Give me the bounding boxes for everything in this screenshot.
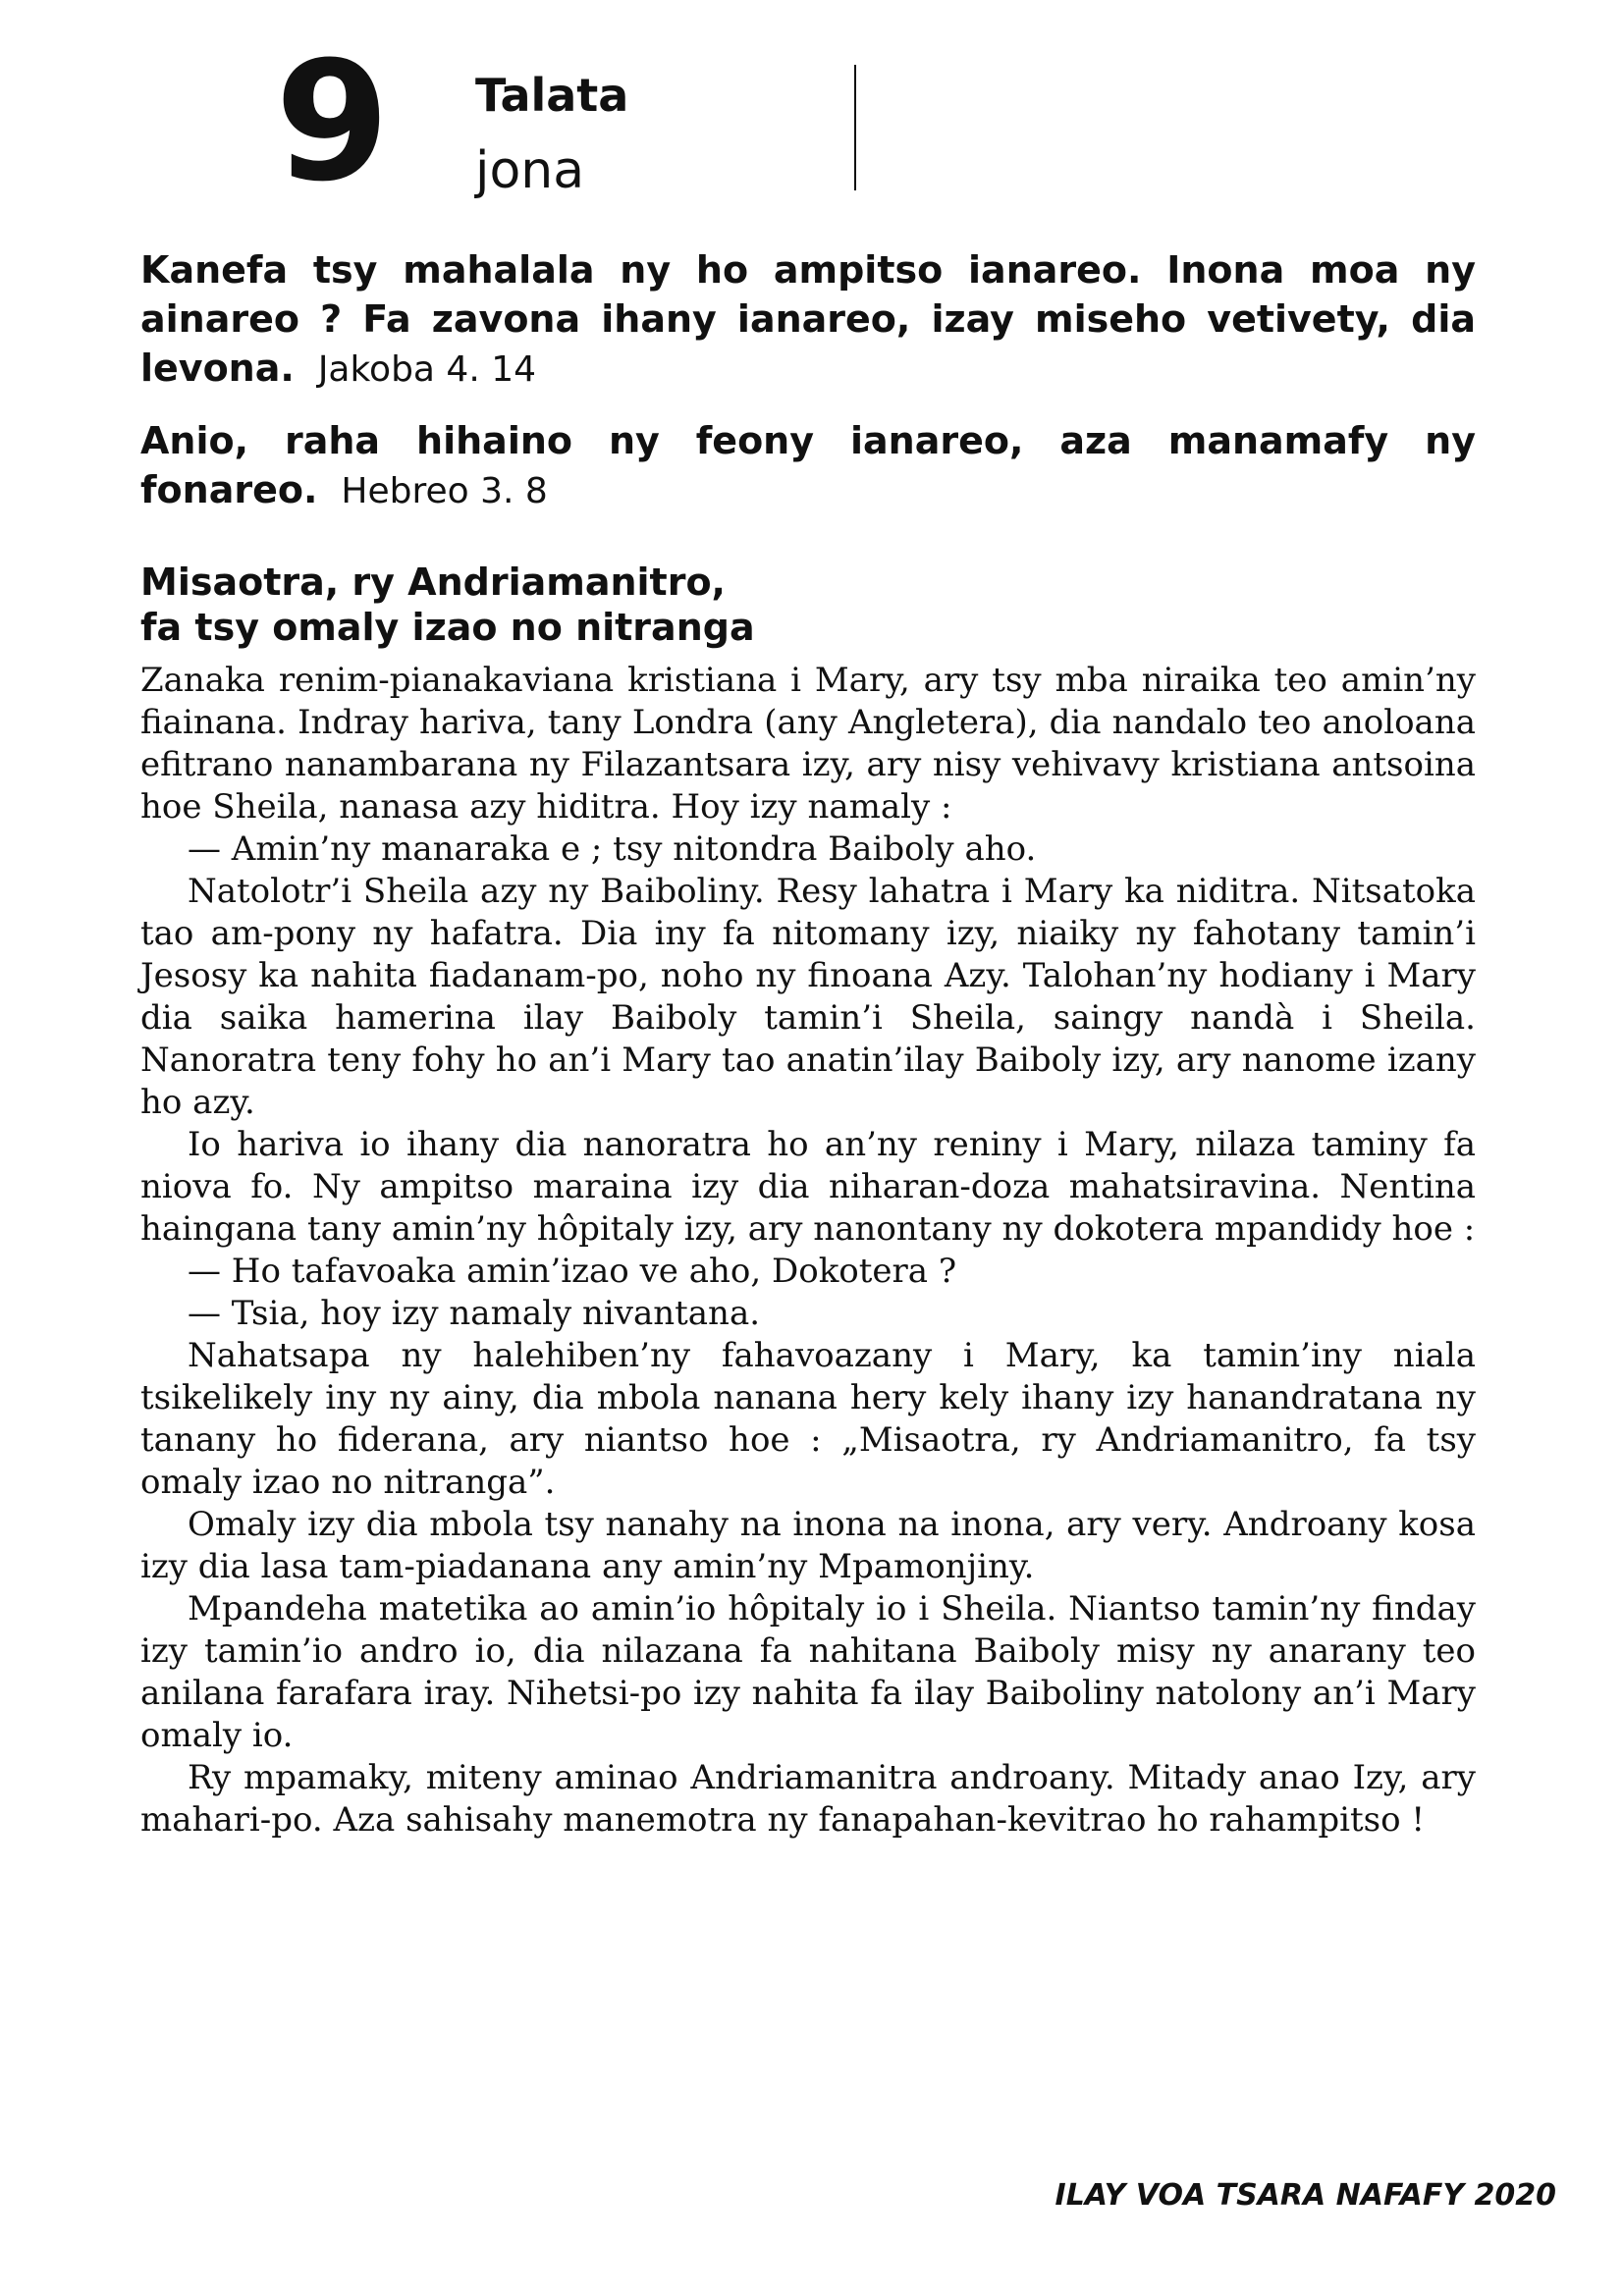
- publication-footer: ILAY VOA TSARA NAFAFY 2020: [1055, 2178, 1556, 2213]
- day-number: 9: [275, 26, 386, 218]
- article-paragraph: Ry mpamaky, miteny aminao Andriamanitra androany. Mitady anao Izy, ary mahari-po. Aza sahisahy manemotra ny fanapahan-kevitrao ho rahampitso !: [140, 1758, 1476, 1840]
- month-label: jona: [475, 141, 585, 200]
- page-content: [140, 245, 1476, 1842]
- article-title-line: fa tsy omaly izao no nitranga: [140, 606, 755, 649]
- verse-reference: Hebreo 3. 8: [341, 471, 548, 511]
- article-paragraph: Mpandeha matetika ao amin’io hôpitaly io i Sheila. Niantso tamin’ny finday izy tamin’io andro io, dia nilazana fa nahitana Baiboly misy ny anarany teo anilana farafara iray. Nihetsi-po izy nahita fa ilay Baiboliny natolony an’i Mary omaly io.: [140, 1589, 1476, 1755]
- article-paragraph: Nahatsapa ny halehiben’ny fahavoazany i Mary, ka tamin’iny niala tsikelikely iny ny ainy, dia mbola nanana hery kely ihany izy hanandratana ny tanany ho fiderana, ary niantso hoe : „Misaotra, ry Andriamanitro, fa tsy omaly izao no nitranga”.: [140, 1336, 1476, 1502]
- article-paragraph: Natolotr’i Sheila azy ny Baiboliny. Resy lahatra i Mary ka niditra. Nitsatoka tao am-pony ny hafatra. Dia iny fa nitomany izy, niaiky ny fahotany tamin’i Jesosy ka nahita fiadanam-po, noho ny finoana Azy. Talohan’ny hodiany i Mary dia saika hamerina ilay Baiboly tamin’i Sheila, saingy nandà i Sheila. Nanoratra teny fohy ho an’i Mary tao anatin’ilay Baiboly izy, ary nanome izany ho azy.: [140, 872, 1476, 1122]
- article-paragraph: Io hariva io ihany dia nanoratra ho an’ny reniny i Mary, nilaza taminy fa niova fo. Ny ampitso maraina izy dia niharan-doza mahatsiravina. Nentina haingana tany amin’ny hôpitaly izy, ary nanontany ny dokotera mpandidy hoe :: [140, 1125, 1476, 1249]
- article-title: [140, 560, 1476, 650]
- weekday-label: Talata: [475, 69, 629, 122]
- article-body: [140, 660, 1476, 1842]
- article-paragraph: — Amin’ny manaraka e ; tsy nitondra Baiboly aho.: [188, 829, 1037, 869]
- bible-verse: [140, 245, 1476, 395]
- verse-reference: Jakoba 4. 14: [317, 349, 537, 390]
- article-paragraph: — Ho tafavoaka amin’izao ve aho, Dokotera ?: [188, 1252, 957, 1291]
- bible-verse: [140, 416, 1476, 516]
- header-divider: [854, 65, 856, 190]
- verse-text: Kanefa tsy mahalala ny ho ampitso ianareo. Inona moa ny ainareo ? Fa zavona ihany ianareo, izay miseho vetivety, dia levona.: [140, 248, 1476, 390]
- article-title-line: Misaotra, ry Andriamanitro,: [140, 561, 726, 604]
- verse-text: Anio, raha hihaino ny feony ianareo, aza manamafy ny fonareo.: [140, 419, 1476, 511]
- article-paragraph: — Tsia, hoy izy namaly nivantana.: [188, 1294, 761, 1333]
- article-paragraph: Omaly izy dia mbola tsy nanahy na inona na inona, ary very. Androany kosa izy dia lasa tam-piadanana any amin’ny Mpamonjiny.: [140, 1505, 1476, 1586]
- article-paragraph: Zanaka renim-pianakaviana kristiana i Mary, ary tsy mba niraika teo amin’ny fiainana. Indray hariva, tany Londra (any Angletera), dia nandalo teo anoloana efitrano nanambarana ny Filazantsara izy, ary nisy vehivavy kristiana antsoina hoe Sheila, nanasa azy hiditra. Hoy izy namaly :: [140, 661, 1476, 827]
